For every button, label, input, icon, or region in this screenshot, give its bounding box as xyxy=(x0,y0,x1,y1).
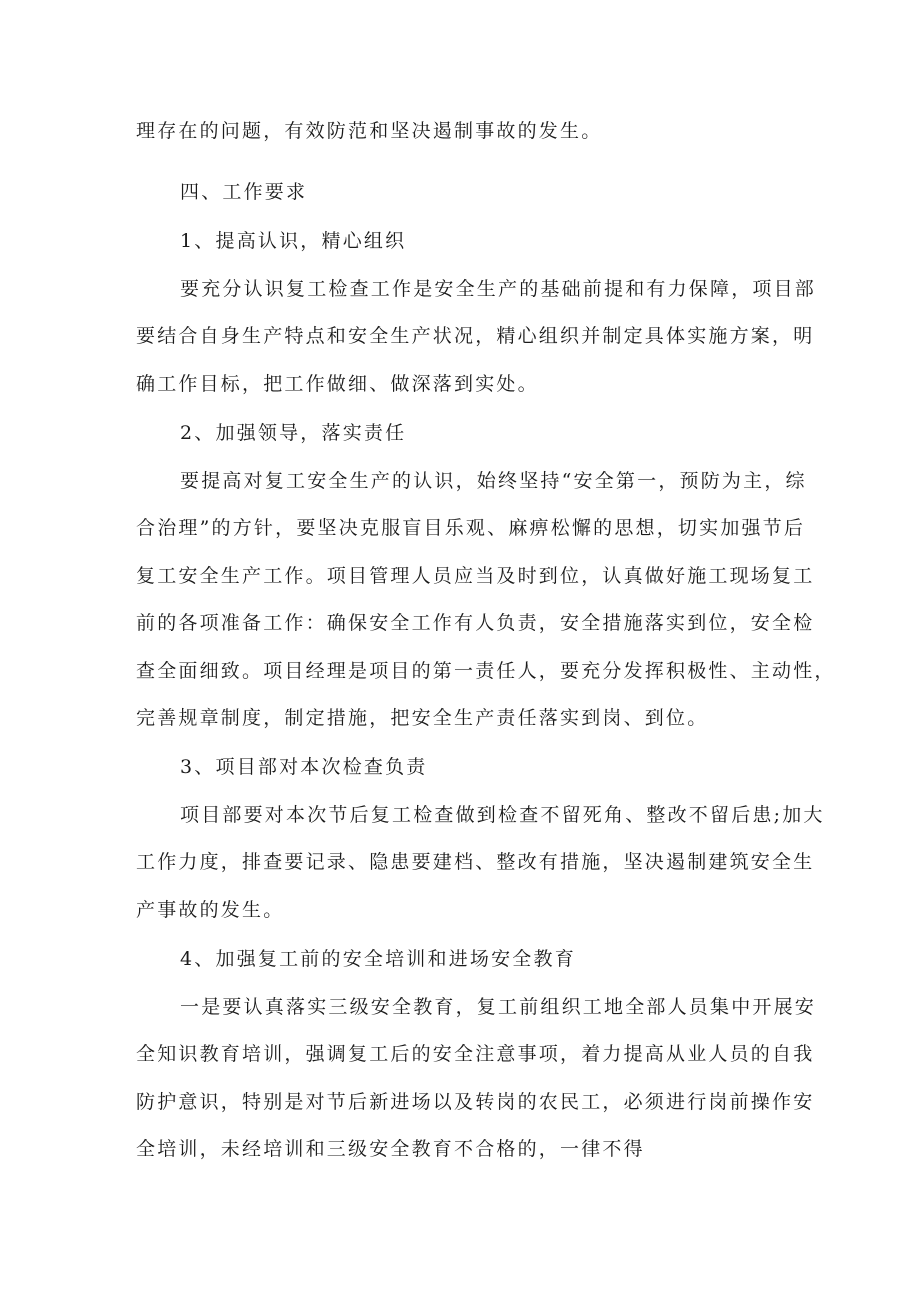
subheading: 3、项目部对本次检查负责 xyxy=(180,756,428,778)
paragraph-line: 全培训，未经培训和三级安全教育不合格的，一律不得 xyxy=(136,1138,645,1160)
subheading: 4、加强复工前的安全培训和进场安全教育 xyxy=(180,948,576,970)
paragraph-line: 全知识教育培训，强调复工后的安全注意事项，着力提高从业人员的自我 xyxy=(136,1043,815,1065)
paragraph-line: 要充分认识复工检查工作是安全生产的基础前提和有力保障，项目部 xyxy=(180,278,817,300)
paragraph-line: 要提高对复工安全生产的认识，始终坚持“安全第一，预防为主，综 xyxy=(180,470,807,492)
paragraph-line: 要结合自身生产特点和安全生产状况，精心组织并制定具体实施方案，明 xyxy=(136,325,815,347)
paragraph-line: 前的各项准备工作：确保安全工作有人负责，安全措施落实到位，安全检 xyxy=(136,612,815,634)
paragraph-line: 防护意识，特别是对节后新进场以及转岗的农民工，必须进行岗前操作安 xyxy=(136,1091,815,1113)
paragraph-line: 产事故的发生。 xyxy=(136,899,285,921)
paragraph-line: 查全面细致。项目经理是项目的第一责任人，要充分发挥积极性、主动性， xyxy=(136,660,836,682)
paragraph-line: 复工安全生产工作。项目管理人员应当及时到位，认真做好施工现场复工 xyxy=(136,565,815,587)
paragraph-line: 完善规章制度，制定措施，把安全生产责任落实到岗、到位。 xyxy=(136,707,709,729)
subheading: 2、加强领导，落实责任 xyxy=(180,422,407,444)
paragraph-line: 工作力度，排查要记录、隐患要建档、整改有措施，坚决遏制建筑安全生 xyxy=(136,851,815,873)
paragraph-line: 合治理”的方针，要坚决克服盲目乐观、麻痹松懈的思想，切实加强节后 xyxy=(136,517,806,539)
paragraph-line: 确工作目标，把工作做细、做深落到实处。 xyxy=(136,373,539,395)
section-heading: 四、工作要求 xyxy=(180,181,308,203)
paragraph-line: 项目部要对本次节后复工检查做到检查不留死角、整改不留后患;加大 xyxy=(180,804,825,826)
paragraph-line: 理存在的问题，有效防范和坚决遏制事故的发生。 xyxy=(136,120,603,142)
paragraph-line: 一是要认真落实三级安全教育，复工前组织工地全部人员集中开展安 xyxy=(180,996,817,1018)
subheading: 1、提高认识，精心组织 xyxy=(180,230,407,252)
